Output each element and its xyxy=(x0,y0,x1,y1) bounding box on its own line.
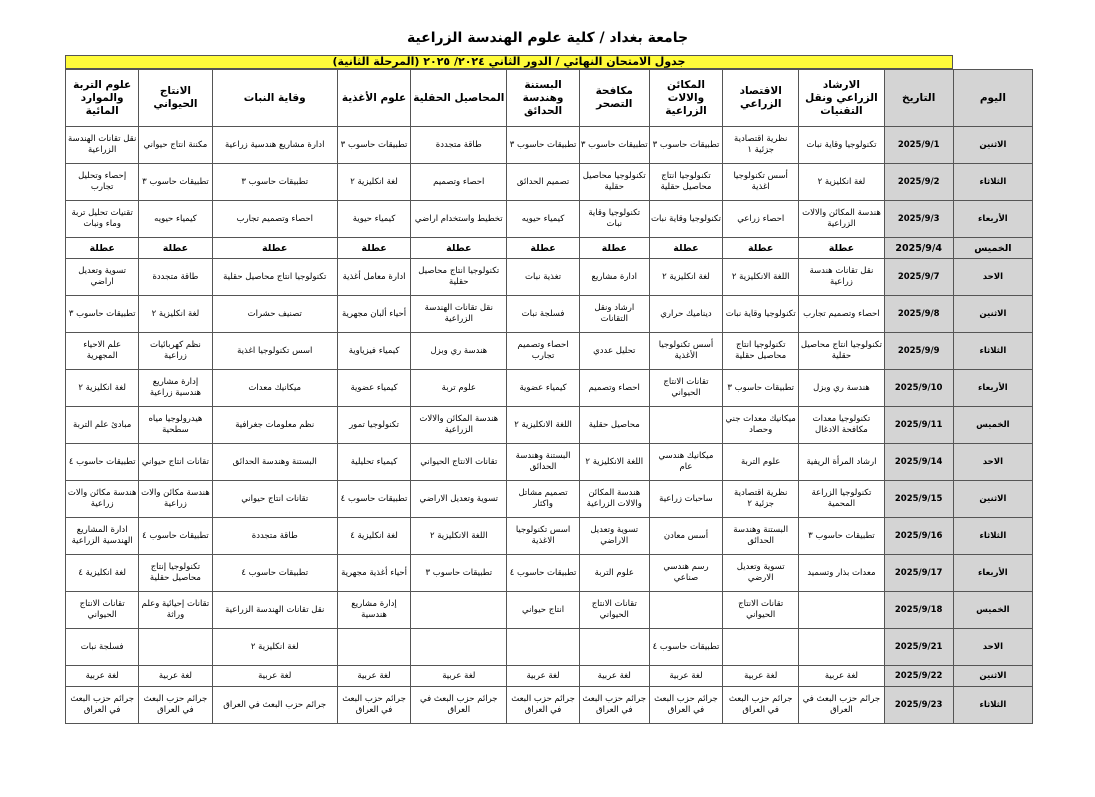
exam-cell: عطلة xyxy=(723,238,799,259)
exam-cell: احصاء زراعي xyxy=(723,201,799,238)
exam-cell: مكننة انتاج حيواني xyxy=(139,127,212,164)
exam-cell: لغة انكليزية ٢ xyxy=(66,370,139,407)
exam-cell xyxy=(337,629,410,666)
exam-cell: تقنيات تحليل تربة وماء ونبات xyxy=(66,201,139,238)
column-header: علوم التربة والموارد المائية xyxy=(66,70,139,127)
day-cell: الثلاثاء xyxy=(953,518,1032,555)
exam-cell: عطلة xyxy=(212,238,337,259)
exam-cell: تكنولوجيا انتاج محاصيل حقلية xyxy=(212,259,337,296)
exam-cell: عطلة xyxy=(799,238,884,259)
exam-cell: تصنيف حشرات xyxy=(212,296,337,333)
exam-day-row xyxy=(66,201,1033,238)
exam-cell: كيمياء حيويه xyxy=(139,201,212,238)
exam-cell: ادارة مشاريع xyxy=(579,259,649,296)
column-header: المحاصيل الحقلية xyxy=(411,70,507,127)
exam-cell: اللغة الانكليزية ٢ xyxy=(507,407,579,444)
exam-cell: تكنولوجيا وقاية نبات xyxy=(799,127,884,164)
day-cell: الاحد xyxy=(953,629,1032,666)
exam-day-row xyxy=(66,444,1033,481)
exam-cell: لغة عربية xyxy=(723,666,799,687)
exam-cell: نظم كهربائيات زراعية xyxy=(139,333,212,370)
exam-cell: تطبيقات حاسوب ٤ xyxy=(507,555,579,592)
exam-cell: تقانات انتاج حيواني xyxy=(212,481,337,518)
exam-cell: لغة عربية xyxy=(212,666,337,687)
exam-day-row xyxy=(66,666,1033,687)
header-row xyxy=(66,70,1033,127)
exam-cell: نقل تقانات هندسة زراعية xyxy=(799,259,884,296)
exam-cell: اسس تكنولوجيا اغذية xyxy=(212,333,337,370)
day-cell: الاثنين xyxy=(953,666,1032,687)
exam-cell: لغة عربية xyxy=(799,666,884,687)
exam-cell: هندسة المكائن والالات الزراعية xyxy=(411,407,507,444)
column-header: التاريخ xyxy=(884,70,953,127)
exam-cell: ديناميك حراري xyxy=(649,296,722,333)
exam-cell: ادارة المشاريع الهندسية الزراعية xyxy=(66,518,139,555)
exam-cell: نقل تقانات الهندسة الزراعية xyxy=(411,296,507,333)
exam-cell: مبادئ علم التربة xyxy=(66,407,139,444)
exam-cell: ارشاد ونقل التقانات xyxy=(579,296,649,333)
exam-cell: لغة انكليزية ٢ xyxy=(649,259,722,296)
exam-cell: محاصيل حقلية xyxy=(579,407,649,444)
exam-cell xyxy=(723,629,799,666)
exam-cell xyxy=(411,629,507,666)
exam-cell xyxy=(649,407,722,444)
date-cell: 2025/9/3 xyxy=(884,201,953,238)
exam-cell: احصاء وتصميم تجارب xyxy=(507,333,579,370)
exam-cell: تطبيقات حاسوب ٣ xyxy=(649,127,722,164)
exam-cell: لغة عربية xyxy=(649,666,722,687)
exam-day-row xyxy=(66,370,1033,407)
date-cell: 2025/9/10 xyxy=(884,370,953,407)
exam-cell: إدارة مشاريع هندسية زراعية xyxy=(139,370,212,407)
exam-cell: نظم معلومات جغرافية xyxy=(212,407,337,444)
exam-cell: تسوية وتعديل الارضي xyxy=(723,555,799,592)
exam-day-row xyxy=(66,629,1033,666)
exam-cell: علم الاحياء المجهرية xyxy=(66,333,139,370)
exam-cell: نظرية اقتصادية جزئية ٢ xyxy=(723,481,799,518)
exam-cell: هندسة مكائن والات زراعية xyxy=(139,481,212,518)
exam-cell: تطبيقات حاسوب ٣ xyxy=(799,518,884,555)
exam-cell: نقل تقانات الهندسة الزراعية xyxy=(66,127,139,164)
exam-cell: تطبيقات حاسوب ٣ xyxy=(212,164,337,201)
exam-cell: تطبيقات حاسوب ٤ xyxy=(212,555,337,592)
exam-cell: تقانات انتاج حيواني xyxy=(139,444,212,481)
exam-cell: كيمياء حيويه xyxy=(507,201,579,238)
exam-cell: لغة عربية xyxy=(579,666,649,687)
exam-cell: احصاء وتصميم تجارب xyxy=(212,201,337,238)
exam-cell: تكنولوجيا انتاج محاصيل حقلية xyxy=(799,333,884,370)
exam-cell: عطلة xyxy=(139,238,212,259)
exam-cell: علوم التربة xyxy=(579,555,649,592)
exam-cell: عطلة xyxy=(66,238,139,259)
exam-cell: جرائم حزب البعث في العراق xyxy=(139,687,212,724)
day-cell: الاحد xyxy=(953,444,1032,481)
exam-cell: أسس معادن xyxy=(649,518,722,555)
exam-cell: عطلة xyxy=(337,238,410,259)
exam-cell: البستنة وهندسة الحدائق xyxy=(723,518,799,555)
exam-cell: اسس تكنولوجيا الاغذية xyxy=(507,518,579,555)
exam-day-row xyxy=(66,555,1033,592)
exam-cell: أحياء أغذية مجهرية xyxy=(337,555,410,592)
exam-cell: هندسة المكائن والالات الزراعية xyxy=(579,481,649,518)
exam-cell: اللغة الانكليزية ٢ xyxy=(411,518,507,555)
exam-cell: احصاء وتصميم xyxy=(579,370,649,407)
exam-cell: عطلة xyxy=(649,238,722,259)
schedule-subtitle: جدول الامتحان النهائي / الدور الثاني ٢٠٢٤/ ٢٠٢٥ (المرحلة الثانية) xyxy=(65,55,953,69)
exam-day-row xyxy=(66,164,1033,201)
exam-day-row xyxy=(66,687,1033,724)
exam-cell: تطبيقات حاسوب ٣ xyxy=(723,370,799,407)
exam-cell: تقانات الانتاج الحيواني xyxy=(66,592,139,629)
exam-day-row xyxy=(66,481,1033,518)
exam-cell: تكنولوجيا وقاية نبات xyxy=(579,201,649,238)
day-cell: الاحد xyxy=(953,259,1032,296)
exam-cell: احصاء وتصميم xyxy=(411,164,507,201)
exam-cell: تسوية وتعديل اراضي xyxy=(66,259,139,296)
exam-cell: هيدرولوجيا مياه سطحية xyxy=(139,407,212,444)
exam-cell: تسوية وتعديل الاراضي xyxy=(579,518,649,555)
column-header: علوم الأغذية xyxy=(337,70,410,127)
column-header: مكافحة التصحر xyxy=(579,70,649,127)
exam-cell: عطلة xyxy=(411,238,507,259)
exam-cell: إحصاء وتحليل تجارب xyxy=(66,164,139,201)
exam-cell xyxy=(799,629,884,666)
exam-cell: نقل تقانات الهندسة الزراعية xyxy=(212,592,337,629)
exam-day-row xyxy=(66,127,1033,164)
exam-cell xyxy=(799,592,884,629)
exam-cell: إدارة مشاريع هندسية xyxy=(337,592,410,629)
exam-cell: جرائم حزب البعث في العراق xyxy=(507,687,579,724)
exam-cell: لغة انكليزية ٤ xyxy=(337,518,410,555)
day-cell: الأربعاء xyxy=(953,201,1032,238)
exam-cell: تكنولوجيا وقاية نبات xyxy=(723,296,799,333)
exam-cell: تطبيقات حاسوب ٣ xyxy=(411,555,507,592)
exam-cell: جرائم حزب البعث في العراق xyxy=(212,687,337,724)
exam-schedule-table xyxy=(65,69,1033,724)
day-cell: الثلاثاء xyxy=(953,164,1032,201)
exam-day-row xyxy=(66,333,1033,370)
exam-day-row xyxy=(66,518,1033,555)
exam-cell: تطبيقات حاسوب ٣ xyxy=(507,127,579,164)
exam-cell: جرائم حزب البعث في العراق xyxy=(649,687,722,724)
exam-cell xyxy=(139,629,212,666)
exam-cell: تقانات الانتاج الحيواني xyxy=(649,370,722,407)
exam-cell: جرائم حزب البعث في العراق xyxy=(411,687,507,724)
date-cell: 2025/9/16 xyxy=(884,518,953,555)
exam-cell: تطبيقات حاسوب ٣ xyxy=(337,127,410,164)
column-header: الانتاج الحيواني xyxy=(139,70,212,127)
exam-cell: تكنولوجيا إنتاج محاصيل حقلية xyxy=(139,555,212,592)
exam-cell: تغذية نبات xyxy=(507,259,579,296)
exam-cell: كيمياء فيزياوية xyxy=(337,333,410,370)
exam-day-row xyxy=(66,296,1033,333)
exam-cell: تحليل عددي xyxy=(579,333,649,370)
exam-cell: أحياء ألبان مجهرية xyxy=(337,296,410,333)
day-cell: الثلاثاء xyxy=(953,333,1032,370)
date-cell: 2025/9/18 xyxy=(884,592,953,629)
exam-cell: تخطيط واستخدام اراضي xyxy=(411,201,507,238)
exam-cell xyxy=(411,592,507,629)
day-cell: الاثنين xyxy=(953,296,1032,333)
exam-cell: تقانات إحيائية وعلم وراثة xyxy=(139,592,212,629)
exam-cell xyxy=(649,592,722,629)
exam-cell: تكنولوجيا الزراعة المحمية xyxy=(799,481,884,518)
exam-cell: ادارة معامل أغذية xyxy=(337,259,410,296)
exam-cell: لغة عربية xyxy=(507,666,579,687)
day-cell: الخميس xyxy=(953,407,1032,444)
exam-cell: ساحبات زراعية xyxy=(649,481,722,518)
exam-cell: طاقة متجددة xyxy=(411,127,507,164)
exam-cell: هندسة ري وبزل xyxy=(799,370,884,407)
date-cell: 2025/9/23 xyxy=(884,687,953,724)
exam-cell: تقانات الانتاج الحيواني xyxy=(411,444,507,481)
exam-cell: ميكانيك معدات xyxy=(212,370,337,407)
exam-cell: تكنولوجيا محاصيل حقلية xyxy=(579,164,649,201)
exam-cell: لغة عربية xyxy=(411,666,507,687)
exam-cell: رسم هندسي صناعي xyxy=(649,555,722,592)
exam-cell: جرائم حزب البعث في العراق xyxy=(579,687,649,724)
column-header: وقاية النبات xyxy=(212,70,337,127)
exam-cell: تصميم الحدائق xyxy=(507,164,579,201)
column-header: اليوم xyxy=(953,70,1032,127)
exam-cell xyxy=(579,629,649,666)
exam-cell: جرائم حزب البعث في العراق xyxy=(337,687,410,724)
exam-cell: تقانات الانتاج الحيواني xyxy=(723,592,799,629)
exam-cell: انتاج حيواني xyxy=(507,592,579,629)
exam-cell: كيمياء عضوية xyxy=(507,370,579,407)
date-cell: 2025/9/7 xyxy=(884,259,953,296)
exam-day-row xyxy=(66,592,1033,629)
exam-cell: احصاء وتصميم تجارب xyxy=(799,296,884,333)
exam-cell: نظرية اقتصادية جزئية ١ xyxy=(723,127,799,164)
exam-cell: لغة انكليزية ٢ xyxy=(139,296,212,333)
date-cell: 2025/9/17 xyxy=(884,555,953,592)
exam-cell: لغة انكليزية ٢ xyxy=(799,164,884,201)
exam-cell: جرائم حزب البعث في العراق xyxy=(799,687,884,724)
day-cell: الثلاثاء xyxy=(953,687,1032,724)
day-cell: الخميس xyxy=(953,238,1032,259)
exam-cell: لغة انكليزية ٢ xyxy=(212,629,337,666)
exam-cell: ارشاد المرأة الريفية xyxy=(799,444,884,481)
exam-cell: تقانات الانتاج الحيواني xyxy=(579,592,649,629)
exam-cell: لغة عربية xyxy=(139,666,212,687)
exam-cell: تكنولوجيا معدات مكافحة الادغال xyxy=(799,407,884,444)
exam-cell: ميكانيك هندسي عام xyxy=(649,444,722,481)
exam-cell: لغة انكليزية ٢ xyxy=(337,164,410,201)
exam-cell: تطبيقات حاسوب ٤ xyxy=(337,481,410,518)
exam-cell: تكنولوجيا تمور xyxy=(337,407,410,444)
exam-cell: تكنولوجيا انتاج محاصيل حقلية xyxy=(649,164,722,201)
column-header: البستنة وهندسة الحدائق xyxy=(507,70,579,127)
date-cell: 2025/9/15 xyxy=(884,481,953,518)
date-cell: 2025/9/8 xyxy=(884,296,953,333)
exam-cell: البستنة وهندسة الحدائق xyxy=(507,444,579,481)
exam-cell: علوم تربة xyxy=(411,370,507,407)
exam-cell: تطبيقات حاسوب ٤ xyxy=(649,629,722,666)
exam-cell: تطبيقات حاسوب ٤ xyxy=(139,518,212,555)
column-header: الارشاد الزراعي ونقل التقنيات xyxy=(799,70,884,127)
exam-cell: عطلة xyxy=(579,238,649,259)
exam-cell: تطبيقات حاسوب ٤ xyxy=(66,444,139,481)
exam-cell: لغة عربية xyxy=(66,666,139,687)
date-cell: 2025/9/22 xyxy=(884,666,953,687)
day-cell: الأربعاء xyxy=(953,555,1032,592)
exam-cell: طاقة متجددة xyxy=(212,518,337,555)
exam-cell: كيمياء حيوية xyxy=(337,201,410,238)
date-cell: 2025/9/9 xyxy=(884,333,953,370)
exam-cell: أسس تكنولوجيا اغذية xyxy=(723,164,799,201)
schedule-body xyxy=(66,127,1033,724)
exam-cell: ميكانيك معدات جني وحصاد xyxy=(723,407,799,444)
exam-cell: تكنولوجيا انتاج محاصيل حقلية xyxy=(411,259,507,296)
exam-cell: فسلجة نبات xyxy=(66,629,139,666)
exam-cell: عطلة xyxy=(507,238,579,259)
exam-cell: معدات بذار وتسميد xyxy=(799,555,884,592)
exam-cell: ادارة مشاريع هندسية زراعية xyxy=(212,127,337,164)
exam-day-row xyxy=(66,259,1033,296)
exam-cell: تطبيقات حاسوب ٣ xyxy=(66,296,139,333)
exam-cell: جرائم حزب البعث في العراق xyxy=(66,687,139,724)
day-cell: الخميس xyxy=(953,592,1032,629)
exam-cell: لغة عربية xyxy=(337,666,410,687)
date-cell: 2025/9/4 xyxy=(884,238,953,259)
exam-cell: تكنولوجيا وقاية نبات xyxy=(649,201,722,238)
day-cell: الاثنين xyxy=(953,127,1032,164)
exam-cell: أسس تكنولوجيا الأغذية xyxy=(649,333,722,370)
exam-cell: تطبيقات حاسوب ٣ xyxy=(139,164,212,201)
exam-cell: كيمياء عضوية xyxy=(337,370,410,407)
exam-cell: تصميم مشاتل واكثار xyxy=(507,481,579,518)
exam-cell: تسوية وتعديل الاراضي xyxy=(411,481,507,518)
day-cell: الأربعاء xyxy=(953,370,1032,407)
exam-cell: تطبيقات حاسوب ٣ xyxy=(579,127,649,164)
exam-cell: طاقة متجددة xyxy=(139,259,212,296)
exam-cell: هندسة المكائن والالات الزراعية xyxy=(799,201,884,238)
exam-cell: جرائم حزب البعث في العراق xyxy=(723,687,799,724)
exam-cell: كيمياء تحليلية xyxy=(337,444,410,481)
exam-cell: اللغة الانكليزية ٢ xyxy=(579,444,649,481)
column-header: الاقتصاد الزراعي xyxy=(723,70,799,127)
exam-cell: هندسة مكائن والات زراعية xyxy=(66,481,139,518)
university-title: جامعة بغداد / كلية علوم الهندسة الزراعية xyxy=(406,30,689,46)
day-cell: الاثنين xyxy=(953,481,1032,518)
exam-cell: اللغة الانكليزية ٢ xyxy=(723,259,799,296)
exam-cell: فسلجة نبات xyxy=(507,296,579,333)
exam-cell: علوم التربة xyxy=(723,444,799,481)
date-cell: 2025/9/11 xyxy=(884,407,953,444)
date-cell: 2025/9/2 xyxy=(884,164,953,201)
date-cell: 2025/9/1 xyxy=(884,127,953,164)
holiday-row xyxy=(66,238,1033,259)
exam-cell xyxy=(507,629,579,666)
date-cell: 2025/9/21 xyxy=(884,629,953,666)
column-header: المكائن والالات الزراعية xyxy=(649,70,722,127)
exam-cell: هندسة ري وبزل xyxy=(411,333,507,370)
date-cell: 2025/9/14 xyxy=(884,444,953,481)
exam-cell: البستنة وهندسة الحدائق xyxy=(212,444,337,481)
exam-day-row xyxy=(66,407,1033,444)
exam-cell: لغة انكليزية ٤ xyxy=(66,555,139,592)
exam-cell: تكنولوجيا انتاج محاصيل حقلية xyxy=(723,333,799,370)
